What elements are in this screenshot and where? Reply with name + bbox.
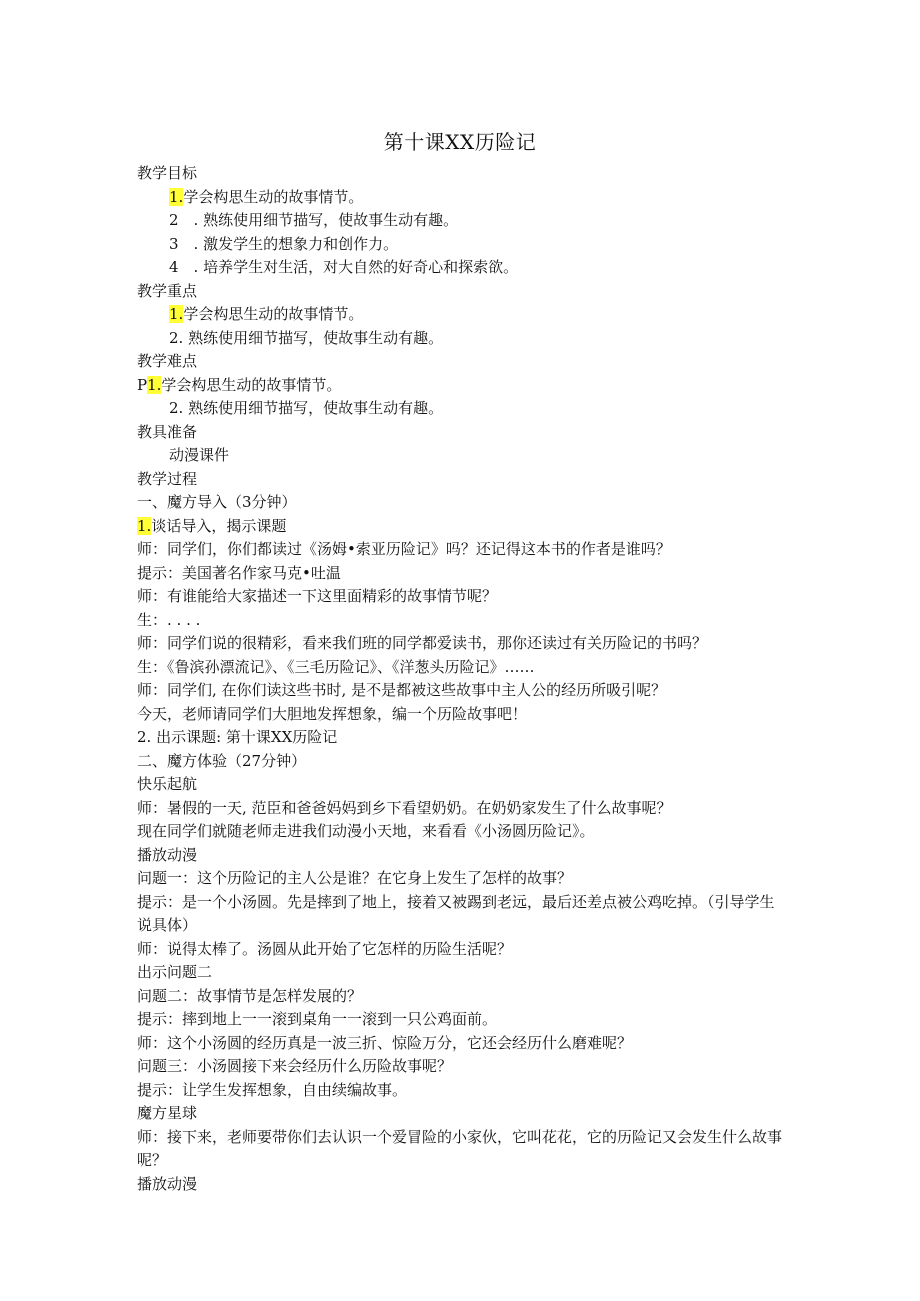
paragraph: 生：. . . . (137, 610, 201, 629)
difficulty-item-1-text: 学会构思生动的故事情节。 (161, 375, 342, 394)
highlight-number: 1. (137, 516, 152, 535)
goal-item-1-text: 学会构思生动的故事情节。 (183, 187, 364, 206)
key-item-2: 2. 熟练使用细节描写，使故事生动有趣。 (169, 328, 444, 347)
highlight-number: 1. (169, 187, 184, 206)
section-1-step-1-text: 谈话导入，揭示课题 (151, 516, 287, 535)
key-item-1 (137, 303, 787, 327)
goal-item-2: 2 . 熟练使用细节描写，使故事生动有趣。 (169, 211, 459, 229)
paragraph: 提示：是一个小汤圆。先是摔到了地上，接着又被踢到老远，最后还差点被公鸡吃掉。（引导学生说具体） (137, 892, 775, 934)
difficulty-prefix: P (137, 375, 148, 394)
paragraph: 师：接下来，老师要带你们去认识一个爱冒险的小家伙，它叫花花，它的历险记又会发生什么故事呢？ (137, 1127, 783, 1169)
prep-heading: 教具准备 (137, 422, 198, 441)
paragraph: 提示：摔到地上一一滚到桌角一一滚到一只公鸡面前。 (137, 1010, 498, 1028)
paragraph: 问题三：小汤圆接下来会经历什么历险故事呢？ (137, 1057, 453, 1075)
paragraph: 师：有谁能给大家描述一下这里面精彩的故事情节呢？ (137, 587, 498, 605)
section-1-step-1 (137, 515, 787, 539)
process-heading: 教学过程 (137, 469, 198, 488)
paragraph: 现在同学们就随老师走进我们动漫小天地，来看看《小汤圆历险记》。 (137, 822, 595, 840)
document-title: 第十课XX历险记 (383, 130, 537, 154)
highlight-number: 1. (147, 375, 162, 394)
paragraph: 师：说得太棒了。汤圆从此开始了它怎样的历险生活呢？ (137, 939, 513, 958)
prep-item: 动漫课件 (169, 446, 230, 464)
goal-item-4: 4 . 培养学生对生活，对大自然的好奇心和探索欲。 (169, 258, 519, 276)
paragraph: 出示问题二 (137, 963, 213, 981)
paragraph: 生：《鲁滨孙漂流记》、《三毛历险记》、《洋葱头历险记》…… (137, 657, 535, 676)
paragraph: 提示：让学生发挥想象，自由续编故事。 (137, 1080, 408, 1099)
goal-item-1 (137, 186, 787, 210)
goal-heading: 教学目标 (137, 164, 198, 182)
difficulty-item-1 (137, 374, 787, 398)
paragraph: 师：同学们说的很精彩，看来我们班的同学都爱读书，那你还读过有关历险记的书吗？ (137, 634, 708, 652)
section-1-heading: 一、魔方导入（3分钟） (137, 493, 297, 511)
paragraph: 播放动漫 (137, 1174, 198, 1193)
paragraph: 问题一：这个历险记的主人公是谁？在它身上发生了怎样的故事？ (137, 869, 573, 887)
difficulty-item-2: 2. 熟练使用细节描写，使故事生动有趣。 (169, 399, 444, 417)
goal-item-3: 3 . 激发学生的想象力和创作力。 (169, 234, 399, 253)
paragraph: 快乐起航 (137, 775, 198, 793)
paragraph: 师：这个小汤圆的经历真是一波三折、惊险万分，它还会经历什么磨难呢？ (137, 1033, 633, 1052)
paragraph: 师：同学们, 在你们读这些书时, 是不是都被这些故事中主人公的经历所吸引呢？ (137, 681, 667, 699)
paragraph: 2. 出示课题: 第十课XX历险记 (137, 728, 338, 746)
paragraph: 魔方星球 (137, 1104, 198, 1122)
paragraph: 提示：美国著名作家马克•吐温 (137, 563, 341, 582)
paragraph: 师：同学们，你们都读过《汤姆•索亚历险记》吗？还记得这本书的作者是谁吗？ (137, 540, 671, 558)
key-heading: 教学重点 (137, 281, 198, 300)
paragraph: 问题二：故事情节是怎样发展的？ (137, 986, 363, 1005)
paragraph: 今天，老师请同学们大胆地发挥想象，编一个历险故事吧！ (137, 704, 528, 723)
paragraph: 播放动漫 (137, 845, 198, 864)
document-body (137, 162, 787, 1196)
paragraph: 师：暑假的一天, 范臣和爸爸妈妈到乡下看望奶奶。在奶奶家发生了什么故事呢？ (137, 798, 672, 817)
highlight-number: 1. (169, 305, 184, 323)
key-item-1-text: 学会构思生动的故事情节。 (183, 305, 364, 323)
section-2-heading: 二、魔方体验（27分钟） (137, 751, 307, 770)
difficulty-heading: 教学难点 (137, 352, 198, 370)
